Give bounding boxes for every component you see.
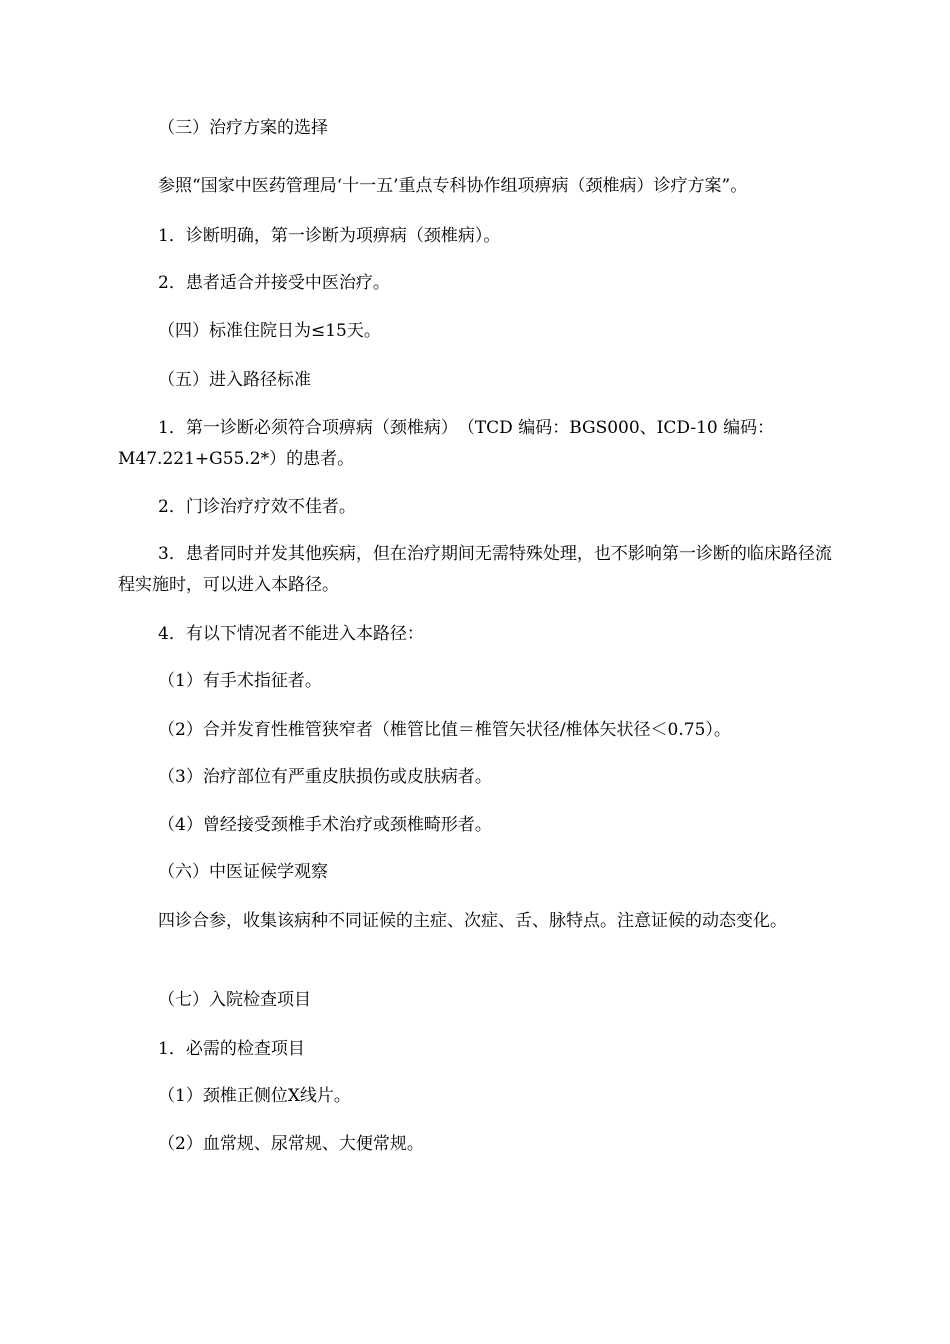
list-item-comorbidity: 3．患者同时并发其他疾病，但在治疗期间无需特殊处理，也不影响第一诊断的临床路径流程实施时，可以进入本路径。	[118, 544, 832, 595]
list-item-first-diagnosis-codes: 1．第一诊断必须符合项痹病（颈椎病） （TCD 编码：BGS000、ICD-10 编码：M47.221+G55.2*）的患者。	[118, 418, 775, 469]
list-item-required-tests: 1．必需的检查项目	[158, 1039, 305, 1059]
section-heading-admission-tests: （七）入院检查项目	[158, 990, 311, 1010]
section-heading-entry-criteria: （五）进入路径标准	[158, 370, 311, 390]
list-item-accept-tcm: 2．患者适合并接受中医治疗。	[158, 273, 390, 293]
test-item-xray: （1）颈椎正侧位X线片。	[158, 1086, 351, 1106]
section-heading-tcm-syndrome: （六）中医证候学观察	[158, 862, 328, 882]
section-heading-treatment-plan: （三）治疗方案的选择	[158, 118, 328, 138]
section-heading-hospital-stay: （四）标准住院日为≤15天。	[158, 321, 381, 341]
test-item-routine-tests: （2）血常规、尿常规、大便常规。	[158, 1134, 424, 1154]
exclusion-item-prior-surgery: （4）曾经接受颈椎手术治疗或颈椎畸形者。	[158, 815, 492, 835]
list-item-diagnosis-clear: 1．诊断明确，第一诊断为项痹病（颈椎病）。	[158, 226, 501, 246]
exclusion-item-surgery-indication: （1）有手术指征者。	[158, 671, 322, 691]
list-item-exclusion-heading: 4．有以下情况者不能进入本路径：	[158, 624, 424, 644]
exclusion-item-canal-stenosis: （2）合并发育性椎管狭窄者（椎管比值＝椎管矢状径/椎体矢状径＜0.75）。	[158, 720, 731, 740]
syndrome-observation-paragraph: 四诊合参，收集该病种不同证候的主症、次症、舌、脉特点。注意证候的动态变化。	[158, 911, 787, 931]
exclusion-item-skin-damage: （3）治疗部位有严重皮肤损伤或皮肤病者。	[158, 767, 492, 787]
reference-paragraph: 参照“国家中医药管理局‘十一五’重点专科协作组项痹病（颈椎病）诊疗方案”。	[158, 176, 748, 196]
list-item-outpatient-ineffective: 2．门诊治疗疗效不佳者。	[158, 497, 356, 517]
